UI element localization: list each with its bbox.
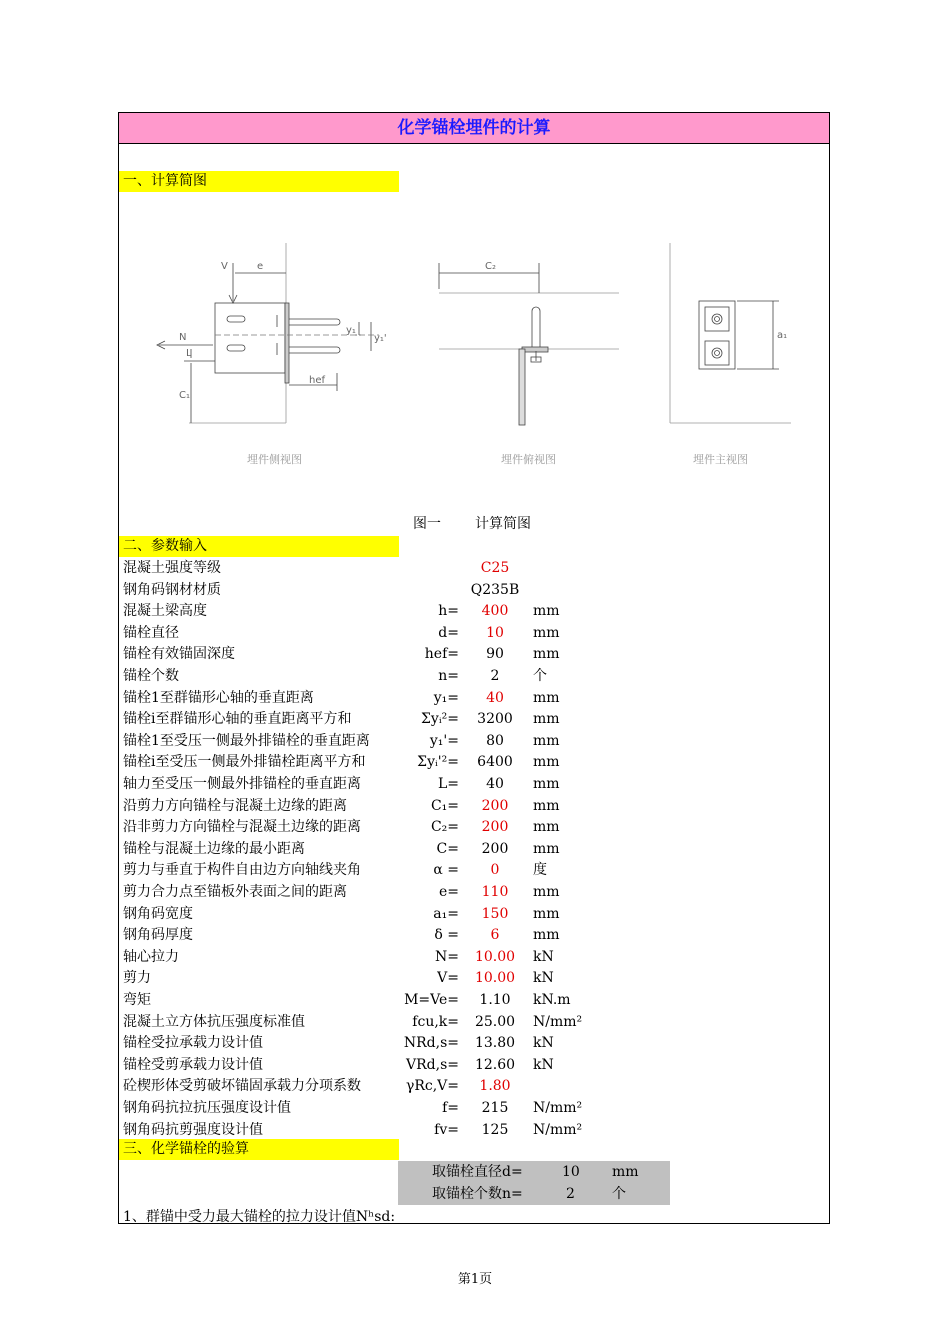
param-row [119,1120,829,1142]
check-item-1: 1、群锚中受力最大锚栓的拉力设计值Nʰsd: [123,1209,396,1225]
param-unit: N/mm² [533,1100,583,1116]
param-value: 2 [490,668,500,684]
label-C2: C₂ [485,261,496,272]
param-label: 锚栓i至受压一侧最外排锚栓距离平方和 [123,754,366,771]
param-row [119,817,829,839]
param-row [119,1076,829,1098]
param-label: 钢角码抗拉抗压强度设计值 [123,1100,291,1116]
check-n-label: 取锚栓个数n= [432,1186,523,1202]
param-value: 110 [481,884,509,900]
param-label: 剪力合力点至锚板外表面之间的距离 [123,884,347,900]
param-value: 125 [481,1121,509,1138]
param-symbol: n= [438,668,459,684]
param-unit: N/mm² [533,1121,583,1138]
param-row [119,623,829,645]
calc-sheet [118,112,830,1224]
param-symbol: a₁= [433,905,459,922]
param-label: 锚栓有效锚固深度 [123,646,235,663]
param-unit: mm [533,646,560,663]
param-value: C25 [480,560,510,576]
param-value: 12.60 [474,1056,516,1073]
calculation-diagram [119,223,829,463]
section-diagram-heading: 一、计算简图 [119,171,399,192]
front-view-caption: 埋件主视图 [693,453,748,466]
param-label: 锚栓i至群锚形心轴的垂直距离平方和 [123,711,352,728]
param-value: 200 [481,797,509,814]
param-label: 钢角码抗剪强度设计值 [123,1121,263,1138]
param-label: 混凝土强度等级 [123,560,221,576]
param-row [119,709,829,731]
param-unit: mm [533,905,560,922]
param-label: 锚栓直径 [123,624,179,641]
param-value: 150 [481,905,509,922]
label-a1: a₁ [777,330,788,341]
param-label: 锚栓与混凝土边缘的最小距离 [123,840,305,857]
label-e: e [257,261,264,272]
param-label: 轴心拉力 [123,948,179,965]
param-value: 10 [486,624,504,641]
param-value: 40 [486,776,504,792]
param-unit: 个 [533,668,547,684]
param-symbol: fv= [434,1121,459,1138]
param-row [119,580,829,602]
param-unit: mm [533,776,560,792]
sheet-title: 化学锚栓埋件的计算 [119,113,829,144]
param-label: 钢角码厚度 [123,927,193,944]
param-label: 锚栓受剪承载力设计值 [123,1056,263,1073]
param-value: 200 [481,840,509,857]
param-row [119,752,829,774]
param-value: 13.80 [474,1035,516,1052]
param-unit: mm [533,840,560,857]
figure-number: 图一 [413,516,441,532]
param-unit: mm [533,624,560,641]
param-symbol: δ = [434,927,459,944]
param-row [119,774,829,796]
param-unit: mm [533,754,560,771]
param-row [119,990,829,1012]
label-y1p: y₁' [374,333,387,344]
param-row [119,644,829,666]
param-label: 锚栓1至受压一侧最外排锚栓的垂直距离 [123,732,370,749]
param-value: 6400 [477,754,513,771]
param-unit: mm [533,927,560,944]
param-unit: kN.m [533,992,571,1008]
param-row [119,688,829,710]
param-symbol: Σyᵢ'²= [417,754,459,771]
param-value: 6 [490,927,500,944]
param-label: 锚栓受拉承载力设计值 [123,1035,263,1052]
param-symbol: hef= [424,646,459,663]
param-row [119,860,829,882]
param-unit: mm [533,711,560,728]
label-y1: y₁ [346,325,356,336]
param-label: 轴力至受压一侧最外排锚栓的垂直距离 [123,776,361,792]
param-value: 400 [481,603,509,620]
param-symbol: h= [438,603,459,620]
param-symbol: d= [438,624,459,641]
param-value: 1.80 [479,1078,511,1095]
section-check-heading: 三、化学锚栓的验算 [119,1139,399,1160]
param-unit: 度 [533,862,547,879]
label-N: N [179,332,187,343]
param-unit: kN [533,1035,554,1052]
param-label: 剪力 [123,970,151,987]
param-value: 215 [481,1100,509,1116]
check-d-row [398,1161,670,1183]
param-row [119,666,829,688]
label-L: L [186,348,192,359]
param-unit: mm [533,819,560,836]
param-row [119,947,829,969]
section-params-heading: 二、参数输入 [119,536,399,557]
param-row [119,1033,829,1055]
check-n-row [398,1183,670,1205]
param-symbol: NRd,s= [403,1035,459,1052]
param-row [119,839,829,861]
param-label: 锚栓1至群锚形心轴的垂直距离 [123,689,314,706]
param-row [119,925,829,947]
param-value: 0 [490,862,500,879]
param-label: 沿非剪力方向锚栓与混凝土边缘的距离 [123,819,361,836]
param-label: 砼楔形体受剪破坏锚固承载力分项系数 [123,1078,361,1095]
param-symbol: γRc,V= [405,1078,459,1095]
label-C1: C₁ [179,390,190,401]
param-row [119,904,829,926]
param-value: 90 [486,646,504,663]
param-symbol: N= [435,948,459,965]
param-label: 钢角码宽度 [123,905,193,922]
param-label: 混凝土立方体抗压强度标准值 [123,1013,305,1030]
param-symbol: y₁= [433,689,459,706]
param-unit: mm [533,689,560,706]
param-row [119,882,829,904]
param-symbol: M=Ve= [404,992,459,1008]
top-view-caption: 埋件俯视图 [501,453,556,466]
param-value: 1.10 [479,992,511,1008]
param-symbol: VRd,s= [406,1056,459,1073]
param-unit: mm [533,603,560,620]
param-symbol: C₂= [430,819,459,836]
param-row [119,1055,829,1077]
param-symbol: y₁'= [429,732,459,749]
param-value: 25.00 [474,1013,516,1030]
param-unit: kN [533,970,554,987]
param-value: 10.00 [474,948,516,965]
param-symbol: C= [436,840,459,857]
page-number: 第1页 [457,1272,493,1287]
param-label: 沿剪力方向锚栓与混凝土边缘的距离 [123,797,347,814]
param-unit: mm [533,732,560,749]
label-V: V [221,261,228,272]
check-d-unit: mm [612,1164,639,1180]
param-row [119,731,829,753]
param-value: 3200 [477,711,513,728]
param-unit: kN [533,1056,554,1073]
param-row [119,796,829,818]
param-symbol: Σyᵢ²= [421,711,459,728]
check-n-unit: 个 [612,1186,626,1202]
param-symbol: α = [433,862,459,879]
param-label: 锚栓个数 [123,668,179,684]
figure-title: 计算简图 [475,516,531,532]
param-unit: mm [533,797,560,814]
param-symbol: C₁= [430,797,459,814]
param-symbol: fcu,k= [412,1013,459,1030]
param-row [119,1012,829,1034]
check-d-value: 10 [562,1164,580,1180]
param-row [119,558,829,580]
param-unit: N/mm² [533,1013,583,1030]
param-label: 混凝土梁高度 [123,603,207,620]
param-value: 200 [481,819,509,836]
param-symbol: e= [438,884,459,900]
param-value: 10.00 [474,970,516,987]
check-d-label: 取锚栓直径d= [432,1164,523,1180]
param-symbol: f= [442,1100,459,1116]
param-value: Q235B [470,581,520,598]
check-n-value: 2 [566,1186,575,1202]
param-value: 40 [486,689,504,706]
param-label: 弯矩 [123,992,151,1008]
label-hef: hef [309,375,326,386]
param-row [119,968,829,990]
param-unit: kN [533,948,554,965]
param-symbol: L= [437,776,459,792]
param-label: 剪力与垂直于构件自由边方向轴线夹角 [123,862,361,879]
param-label: 钢角码钢材材质 [123,581,221,598]
param-row [119,1098,829,1120]
side-view-caption: 埋件侧视图 [247,453,302,466]
param-value: 80 [486,732,504,749]
check-summary-box [398,1161,670,1205]
param-row [119,601,829,623]
param-symbol: V= [437,970,459,987]
param-unit: mm [533,884,560,900]
